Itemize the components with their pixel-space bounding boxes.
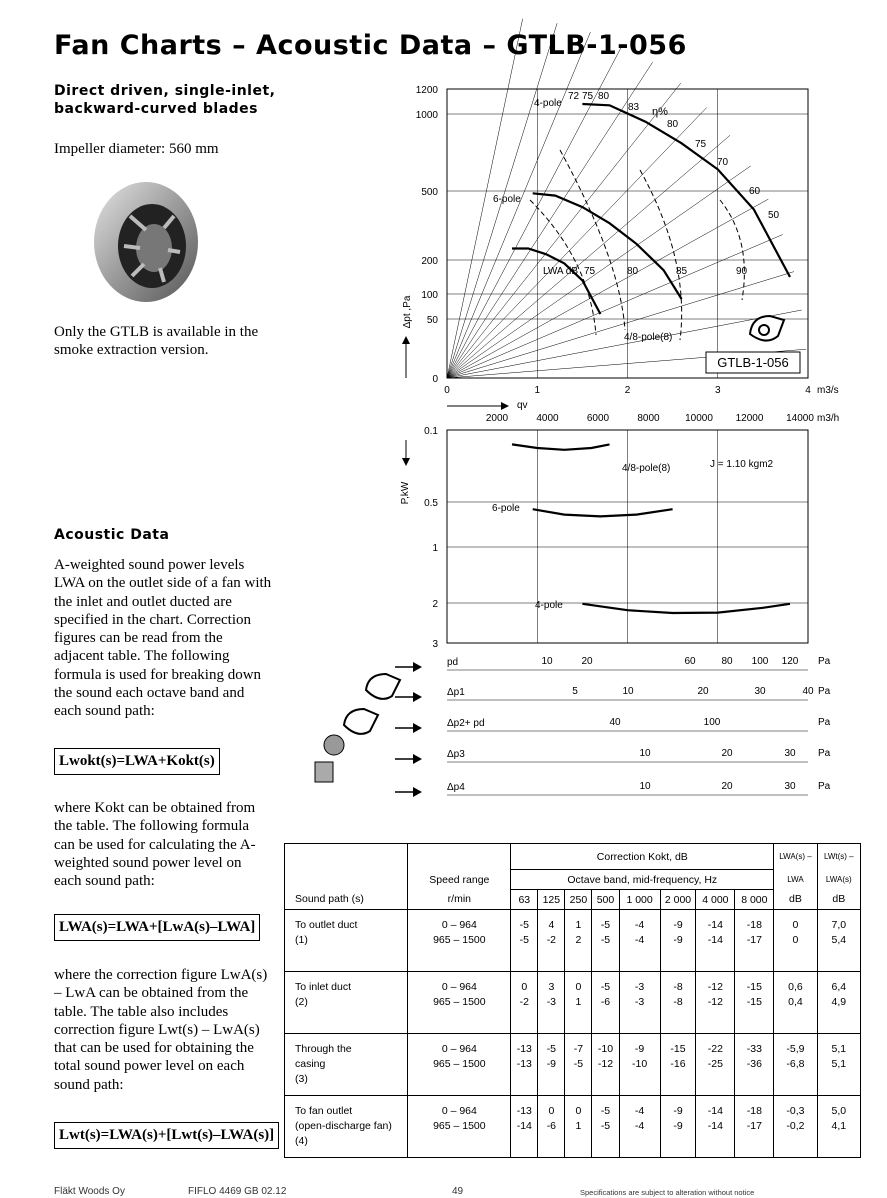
acoustic-description: A-weighted sound power levels LWA on the outlet side of a fan with the inlet and outlet ducted are specified in the chart. Correction figures can be read from the adjacent table. The following formula is used for breaking down the sound each octave band and each sound path: [54, 557, 272, 720]
footer-company: Fläkt Woods Oy [54, 1186, 125, 1197]
pressure-scale-unit: Pa [818, 781, 831, 792]
pressure-scale-value: 40 [609, 717, 621, 728]
pressure-scale-value: 10 [541, 656, 553, 667]
correction-value: -9 -9 [660, 910, 696, 972]
footer-note: Specifications are subject to alteration without notice [580, 1188, 755, 1197]
pressure-scale-label: Δp3 [447, 749, 465, 760]
pressure-scale-value: 5 [572, 686, 578, 697]
correction-value: -5 -9 [538, 1034, 565, 1096]
y-tick-label: 1200 [415, 85, 438, 96]
m3h-tick-label: 6000 [586, 413, 610, 424]
pressure-scale-value: 100 [703, 717, 721, 728]
power-tick-label: 3 [432, 639, 438, 650]
inlet-duct-icon [344, 709, 378, 734]
pressure-scale-value: 100 [751, 656, 769, 667]
y-tick-label: 200 [421, 256, 438, 267]
efficiency-value: 80 [667, 119, 679, 130]
scale-arrow-head [413, 692, 422, 702]
sound-level-value: 80 [627, 266, 639, 277]
correction-value: 3 -3 [538, 972, 565, 1034]
table-row [285, 910, 861, 972]
correction-value: -15 -15 [735, 972, 774, 1034]
scale-arrow-head [413, 723, 422, 733]
outlet-duct-icon [366, 674, 400, 699]
x-tick-label: 2 [624, 385, 631, 396]
grille-square-icon [315, 762, 333, 782]
efficiency-curve [560, 150, 625, 330]
correction-value: -8 -8 [660, 972, 696, 1034]
speed-range: 0 – 964 965 – 1500 [408, 1034, 511, 1096]
power-curve-6pole [533, 509, 673, 516]
x-axis-arrow-head [501, 402, 509, 410]
x-unit-label: m3/s [817, 385, 839, 396]
formula-total: Lwt(s)=LWA(s)+[Lwt(s)–LWA(s)] [54, 1122, 279, 1149]
correction-value: -14 -14 [696, 1096, 735, 1158]
correction-value: -18 -17 [735, 1096, 774, 1158]
correction-value: -5 -5 [592, 910, 619, 972]
efficiency-value: 75 [582, 91, 594, 102]
grille-round-icon [324, 735, 344, 755]
correction-value: -9 -9 [660, 1096, 696, 1158]
power-tick-label: 2 [432, 599, 438, 610]
speed-range: 0 – 964 965 – 1500 [408, 1096, 511, 1158]
db-header: dB [817, 890, 860, 910]
band-header: 125 [538, 890, 565, 910]
db-header: dB [774, 890, 817, 910]
pressure-scale-value: 40 [802, 686, 814, 697]
pressure-scale-value: 60 [684, 656, 696, 667]
power-axis-label: P,kW [400, 481, 411, 505]
power-curve-label: 6-pole [492, 503, 520, 514]
sound-path: Through the casing (3) [285, 1034, 408, 1096]
fan-curve-48pole8 [512, 249, 600, 315]
pressure-scale-value: 20 [697, 686, 709, 697]
curve-label: 4/8-pole(8) [624, 332, 673, 343]
pressure-scale-value: 20 [721, 748, 733, 759]
sound-path: To fan outlet (open-discharge fan) (4) [285, 1096, 408, 1158]
scale-arrow-head [413, 787, 422, 797]
efficiency-value: 60 [749, 186, 761, 197]
correction-explanation: where the correction figure LwA(s) – LwA can be obtained from the table. The table also includes correction figure Lwt(s) – LwA(s) that can be used for obtaining the total sound power level on each sound path: [54, 967, 268, 1093]
correction-value: -18 -17 [735, 910, 774, 972]
formula-octave: Lwokt(s)=LWA+Kokt(s) [54, 748, 220, 775]
y-tick-label: 1000 [415, 110, 438, 121]
system-line [447, 62, 653, 378]
band-header: 63 [511, 890, 538, 910]
correction-value: 0 -6 [538, 1096, 565, 1158]
speed-range: 0 – 964 965 – 1500 [408, 910, 511, 972]
correction-value: -15 -16 [660, 1034, 696, 1096]
band-header: 8 000 [735, 890, 774, 910]
correction-value: -4 -4 [619, 1096, 660, 1158]
power-tick-label: 0.1 [424, 426, 438, 437]
path-header: Sound path (s) [285, 890, 408, 910]
efficiency-value: 70 [717, 157, 729, 168]
pressure-scale-value: 30 [784, 781, 796, 792]
m3h-unit-label: m3/h [817, 413, 840, 424]
correction-value: -7 -5 [565, 1034, 592, 1096]
x-tick-label: 1 [534, 385, 541, 396]
m3h-tick-label: 2000 [485, 413, 509, 424]
sound-level-label: LWA dB [543, 266, 579, 277]
pressure-scale-value: 10 [639, 781, 651, 792]
m3h-tick-label: 4000 [536, 413, 559, 424]
curve-label: 4-pole [534, 98, 562, 109]
y-axis-arrow-head [402, 336, 410, 344]
rpm-header: r/min [408, 890, 511, 910]
lwa-correction: -5,9 -6,8 [774, 1034, 817, 1096]
formula-explanation: where Kokt can be obtained from the table. The following formula can be used for calculating the A-weighted sound power level on each sound path: [54, 800, 256, 890]
correction-value: -14 -14 [696, 910, 735, 972]
correction-value: -33 -36 [735, 1034, 774, 1096]
correction-value: -22 -25 [696, 1034, 735, 1096]
m3h-tick-label: 8000 [637, 413, 660, 424]
x-tick-label: 0 [444, 385, 450, 396]
power-curve-label: 4-pole [535, 600, 563, 611]
page-title: Fan Charts – Acoustic Data – GTLB-1-056 [54, 30, 687, 61]
correction-value: 4 -2 [538, 910, 565, 972]
efficiency-value: 75 [695, 139, 707, 150]
band-header: 4 000 [696, 890, 735, 910]
x-tick-label: 3 [714, 385, 721, 396]
power-tick-label: 1 [432, 543, 438, 554]
m3h-tick-label: 12000 [735, 413, 764, 424]
pressure-scale-unit: Pa [818, 656, 831, 667]
band-header: 1 000 [619, 890, 660, 910]
sound-path: To outlet duct (1) [285, 910, 408, 972]
sound-path: To inlet duct (2) [285, 972, 408, 1034]
power-curve-48pole8 [512, 444, 610, 449]
correction-value: -4 -4 [619, 910, 660, 972]
power-curve-4pole [582, 604, 790, 613]
sound-level-value: 90 [736, 266, 748, 277]
lwa-correction: -0,3 -0,2 [774, 1096, 817, 1158]
subheading: Direct driven, single-inlet, backward-curved blades [54, 83, 276, 117]
correction-value: -5 -5 [592, 1096, 619, 1158]
y-axis-label: Δpt ,Pa [402, 295, 413, 329]
efficiency-value: 80 [598, 91, 610, 102]
correction-value: 0 -2 [511, 972, 538, 1034]
inertia-label: J = 1.10 kgm2 [710, 459, 774, 470]
lwa-correction: 0,6 0,4 [774, 972, 817, 1034]
efficiency-value: 50 [768, 210, 780, 221]
correction-table [284, 843, 861, 1158]
model-label: GTLB-1-056 [717, 355, 789, 370]
curve-label: 6-pole [493, 194, 521, 205]
pressure-scale-value: 10 [639, 748, 651, 759]
pressure-scale-label: pd [447, 657, 459, 668]
y-tick-label: 100 [421, 290, 438, 301]
pressure-scale-value: 20 [581, 656, 593, 667]
pressure-scale-value: 30 [784, 748, 796, 759]
pressure-scale-value: 30 [754, 686, 766, 697]
lwt-header-2: LWA(s) [817, 870, 860, 890]
table-row [285, 1096, 861, 1158]
pressure-scale-label: Δp4 [447, 782, 465, 793]
correction-value: -13 -13 [511, 1034, 538, 1096]
pressure-scale-label: Δp2+ pd [447, 718, 485, 729]
lwt-correction: 6,4 4,9 [817, 972, 860, 1034]
formula-a-weighted: LWA(s)=LWA+[LwA(s)–LWA] [54, 914, 260, 941]
power-tick-label: 0.5 [424, 498, 438, 509]
lwa-header: LWA(s) – [774, 844, 817, 870]
impeller-diameter: Impeller diameter: 560 mm [54, 141, 219, 157]
octave-header: Octave band, mid-frequency, Hz [511, 870, 774, 890]
fan-icon [750, 316, 784, 341]
correction-value: -13 -14 [511, 1096, 538, 1158]
table-row [285, 1034, 861, 1096]
acoustic-data-heading: Acoustic Data [54, 527, 170, 543]
lwt-header: LWt(s) – [817, 844, 860, 870]
m3h-tick-label: 10000 [685, 413, 713, 424]
smoke-extraction-note: Only the GTLB is available in the smoke extraction version. [54, 324, 259, 359]
y-tick-label: 500 [421, 187, 438, 198]
sound-level-value: 85 [676, 266, 688, 277]
power-axis-arrow-head [402, 458, 410, 466]
x-tick-label: 4 [805, 385, 811, 396]
pressure-scale-value: 120 [781, 656, 799, 667]
band-header: 250 [565, 890, 592, 910]
lwt-correction: 5,1 5,1 [817, 1034, 860, 1096]
pressure-scale-value: 20 [721, 781, 733, 792]
lwt-correction: 7,0 5,4 [817, 910, 860, 972]
correction-value: -5 -6 [592, 972, 619, 1034]
sound-level-value: 75 [584, 266, 596, 277]
efficiency-curve [640, 170, 682, 340]
pressure-scale-label: Δp1 [447, 687, 465, 698]
speed-range: 0 – 964 965 – 1500 [408, 972, 511, 1034]
correction-value: 0 1 [565, 1096, 592, 1158]
system-line [447, 135, 730, 378]
efficiency-label: η% [652, 106, 668, 118]
pressure-scale-value: 80 [721, 656, 733, 667]
correction-value: 1 2 [565, 910, 592, 972]
power-curve-label: 4/8-pole(8) [622, 463, 671, 474]
footer-page-number: 49 [452, 1186, 464, 1197]
band-header: 500 [592, 890, 619, 910]
x-axis-label: qv [517, 400, 528, 411]
pressure-scale-unit: Pa [818, 717, 831, 728]
lwa-correction: 0 0 [774, 910, 817, 972]
y-tick-label: 50 [426, 315, 438, 326]
correction-value: -5 -5 [511, 910, 538, 972]
band-header: 2 000 [660, 890, 696, 910]
efficiency-value: 83 [628, 102, 640, 113]
correction-value: -12 -12 [696, 972, 735, 1034]
lwa-header-2: LWA [774, 870, 817, 890]
correction-value: -9 -10 [619, 1034, 660, 1096]
scale-arrow-head [413, 662, 422, 672]
pressure-scale-value: 10 [622, 686, 634, 697]
m3h-tick-label: 14000 [786, 413, 814, 424]
lwt-correction: 5,0 4,1 [817, 1096, 860, 1158]
correction-value: -3 -3 [619, 972, 660, 1034]
efficiency-curve [720, 200, 744, 300]
correction-value: 0 1 [565, 972, 592, 1034]
correction-value: -10 -12 [592, 1034, 619, 1096]
footer-document: FIFLO 4469 GB 02.12 [188, 1186, 287, 1197]
scale-arrow-head [413, 754, 422, 764]
pressure-scale-unit: Pa [818, 686, 831, 697]
correction-header: Correction Kokt, dB [511, 844, 774, 870]
pressure-scale-unit: Pa [818, 748, 831, 759]
speed-header: Speed range [408, 870, 511, 890]
table-row [285, 972, 861, 1034]
system-line [447, 199, 768, 378]
efficiency-value: 72 [568, 91, 580, 102]
y-tick-label: 0 [432, 374, 438, 385]
